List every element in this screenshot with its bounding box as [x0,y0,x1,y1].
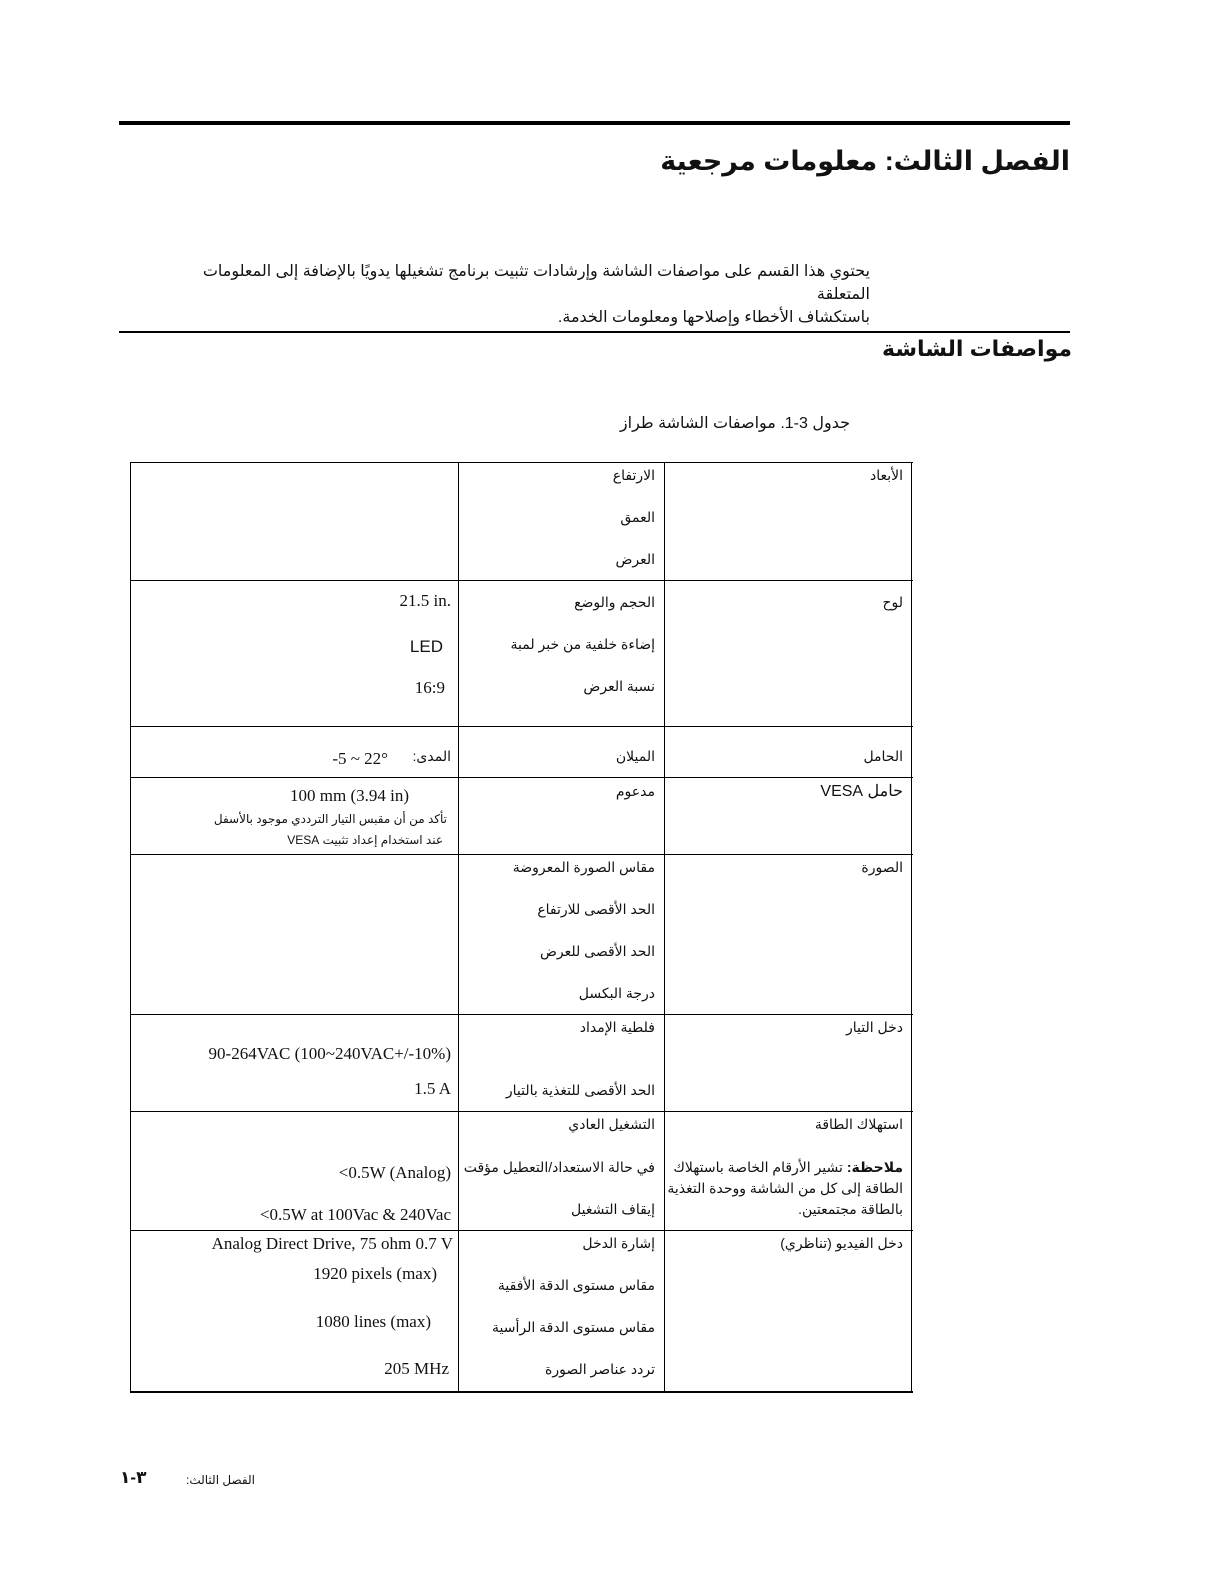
row-divider [130,854,913,855]
row-divider [130,1111,913,1112]
value-vesa-size: 100 mm (3.94 in) [290,786,409,805]
value-input-signal: Analog Direct Drive, 75 ohm 0.7 V [211,1234,453,1253]
sub-label-input-signal: إشارة الدخل [582,1235,655,1251]
sub-label-tilt: الميلان [615,748,655,764]
sub-label-height: الارتفاع [612,467,655,483]
table-caption: جدول 3-1. مواصفات الشاشة طراز [619,415,850,432]
power-note-text: تشير الأرقام الخاصة باستهلاك [673,1159,843,1175]
row-label-panel: لوح [882,594,903,610]
power-note-line-3: بالطاقة مجتمعتين. [798,1201,903,1217]
sub-label-supply-voltage: فلطية الإمداد [579,1019,655,1035]
sub-label-standby-line-1: في حالة الاستعداد/التعطيل مؤقت [463,1159,655,1175]
chapter-title: الفصل الثالث: معلومات مرجعية [660,146,1070,176]
value-standby-power: <0.5W at 100Vac & 240Vac [259,1205,451,1224]
page-number: ٣-١ [120,1468,147,1487]
footer-chapter-label: الفصل الثالث: [186,1473,255,1487]
vesa-note-vesa: VESA [287,833,320,847]
sub-label-vesa-supported: مدعوم [615,783,655,799]
value-vertical-resolution: 1080 lines (max) [315,1312,431,1331]
table-col-divider [664,463,665,1391]
sub-label-backlight: إضاءة خلفية من خبر لمبة [510,636,655,652]
row-divider [130,726,913,727]
top-rule [119,121,1070,125]
sub-label-vertical-resolution: مقاس مستوى الدقة الرأسية [492,1319,655,1335]
value-analog-power: <0.5W (Analog) [338,1163,451,1182]
row-label-vesa: حامل VESA [820,783,903,800]
row-divider [130,580,913,581]
row-label-video-input: دخل الفيديو (تناظري) [780,1235,903,1251]
sub-label-pixel-pitch: درجة البكسل [578,985,655,1001]
row-label-power-input: دخل التيار [845,1019,903,1035]
spec-table [130,462,913,1393]
value-supply-voltage: 90-264VAC (100~240VAC+/-10%) [208,1044,451,1063]
power-note-line-2: الطاقة إلى كل من الشاشة ووحدة التغذية [667,1180,903,1196]
value-horizontal-resolution: 1920 pixels (max) [313,1264,437,1283]
value-pixel-clock: 205 MHz [384,1359,449,1378]
sub-label-max-current: الحد الأقصى للتغذية بالتيار [505,1082,655,1098]
sub-label-max-height: الحد الأقصى للارتفاع [537,901,655,917]
table-border-right [911,463,912,1391]
intro-line-2: باستكشاف الأخطاء وإصلاحها ومعلومات الخدمة. [557,309,870,326]
row-label-dimensions: الأبعاد [869,467,903,483]
value-tilt-range: -5 ~ 22° [332,749,388,768]
power-note-line-1 [673,1159,903,1176]
value-aspect-ratio: 16:9 [414,678,445,697]
value-max-current: 1.5 A [414,1079,451,1098]
sub-label-pixel-clock: تردد عناصر الصورة [545,1361,655,1377]
sub-label-viewable-size: مقاس الصورة المعروضة [512,859,655,875]
sub-label-horizontal-resolution: مقاس مستوى الدقة الأفقية [497,1277,655,1293]
vesa-note-line-1: تأكد من أن مقبس التيار الترددي موجود بالأسفل [213,812,447,826]
row-divider [130,777,913,778]
section-title: مواصفات الشاشة [882,336,1072,361]
sub-label-width: العرض [615,551,655,567]
row-divider [130,1230,913,1231]
row-label-stand: الحامل [863,748,903,764]
sub-label-depth: العمق [620,509,655,525]
section-rule [119,331,1070,333]
value-tilt-label: المدى: [412,748,451,764]
power-note-label: ملاحظة: [846,1159,903,1175]
sub-label-aspect-ratio: نسبة العرض [583,678,655,694]
sub-label-normal-operation: التشغيل العادي [568,1116,655,1132]
vesa-note-line-2 [287,833,443,847]
sub-label-standby-line-2: إيقاف التشغيل [571,1201,655,1217]
intro-paragraph [150,260,870,329]
value-panel-size: 21.5 in. [399,591,451,610]
value-backlight: LED [409,637,443,656]
sub-label-panel-size: الحجم والوضع [574,594,655,610]
vesa-note-arabic: عند استخدام إعداد تثبيت [322,833,443,847]
table-border-left [130,463,131,1391]
sub-label-max-width: الحد الأقصى للعرض [539,943,655,959]
row-label-image: الصورة [861,859,903,875]
row-label-power-consumption: استهلاك الطاقة [814,1116,903,1132]
row-divider [130,1014,913,1015]
intro-line-1: يحتوي هذا القسم على مواصفات الشاشة وإرشادات تثبيت برنامج تشغيلها يدويًا بالإضافة إلى المعلومات المتعلقة [202,263,870,303]
table-col-divider [458,463,459,1391]
